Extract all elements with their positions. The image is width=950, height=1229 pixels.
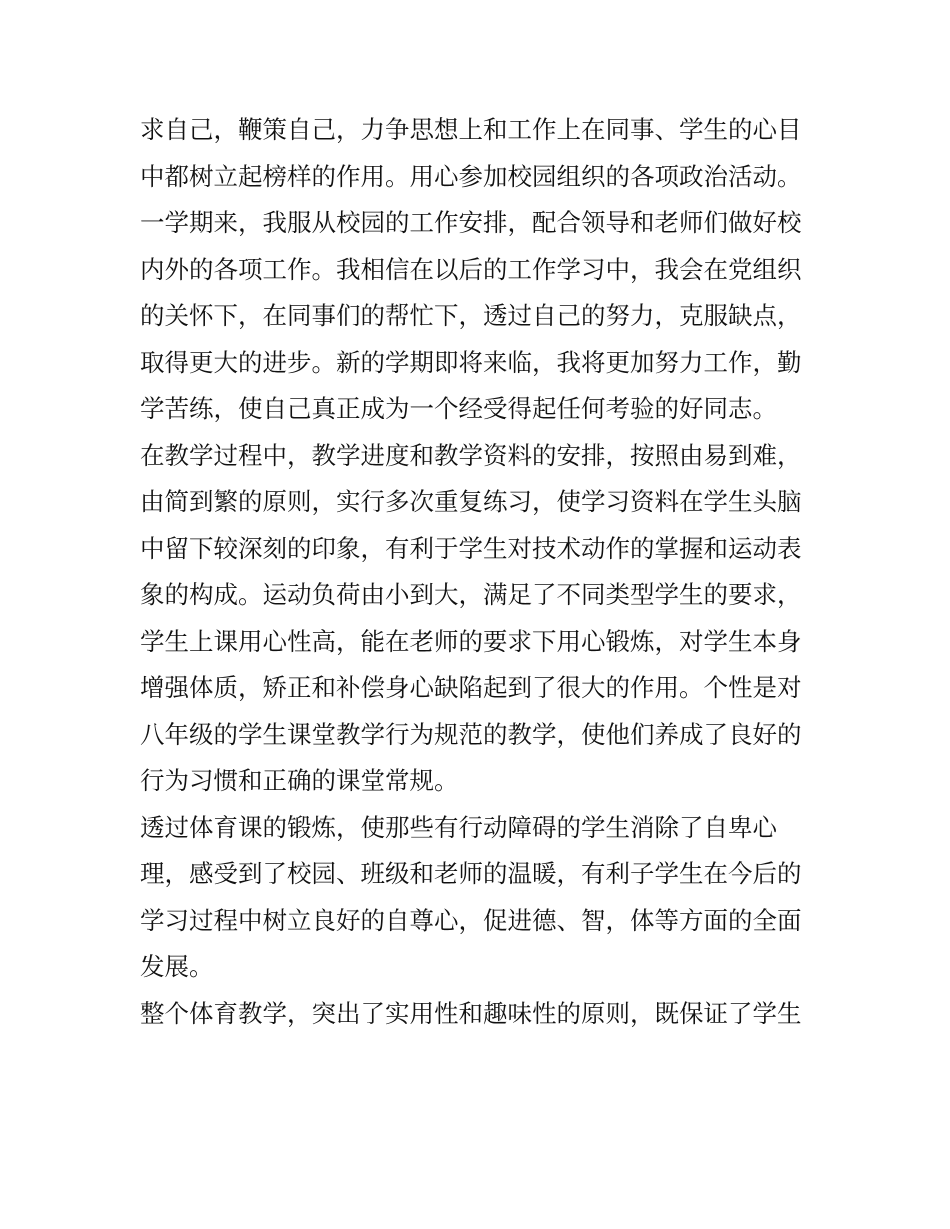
text-line: 取得更大的进步。新的学期即将来临，我将更加努力工作，勤 bbox=[140, 347, 802, 377]
text-line: 整个体育教学，突出了实用性和趣味性的原则，既保证了学生 bbox=[140, 998, 802, 1028]
text-line: 求自己，鞭策自己，力争思想上和工作上在同事、学生的心目 bbox=[140, 115, 802, 144]
text-line: 透过体育课的锻炼，使那些有行动障碍的学生消除了自卑心 bbox=[140, 812, 777, 842]
text-line: 学习过程中树立良好的自尊心，促进德、智，体等方面的全面 bbox=[140, 905, 802, 935]
text-line: 中都树立起榜样的作用。用心参加校园组织的各项政治活动。 bbox=[140, 161, 802, 191]
text-line: 的关怀下，在同事们的帮忙下，透过自己的努力，克服缺点， bbox=[140, 301, 802, 330]
text-line: 中留下较深刻的印象，有利于学生对技术动作的掌握和运动表 bbox=[140, 533, 802, 563]
text-line: 学生上课用心性高，能在老师的要求下用心锻炼，对学生本身 bbox=[140, 626, 802, 656]
text-line: 理，感受到了校园、班级和老师的温暖，有利子学生在今后的 bbox=[140, 859, 802, 888]
document-body bbox=[140, 107, 820, 1037]
text-line: 行为习惯和正确的课堂常规。 bbox=[140, 766, 459, 795]
text-line: 发展。 bbox=[140, 952, 214, 981]
text-line: 八年级的学生课堂教学行为规范的教学，使他们养成了良好的 bbox=[140, 719, 802, 749]
text-line: 由简到繁的原则，实行多次重复练习，使学习资料在学生头脑 bbox=[140, 487, 802, 516]
text-line: 象的构成。运动负荷由小到大，满足了不同类型学生的要求， bbox=[140, 580, 802, 609]
text-line: 一学期来，我服从校园的工作安排，配合领导和老师们做好校 bbox=[140, 208, 802, 237]
text-line: 增强体质，矫正和补偿身心缺陷起到了很大的作用。个性是对 bbox=[140, 673, 802, 702]
text-line: 内外的各项工作。我相信在以后的工作学习中，我会在党组织 bbox=[140, 254, 802, 284]
text-line: 在教学过程中，教学进度和教学资料的安排，按照由易到难， bbox=[140, 440, 802, 470]
text-line: 学苦练，使自己真正成为一个经受得起任何考验的好同志。 bbox=[140, 394, 777, 423]
